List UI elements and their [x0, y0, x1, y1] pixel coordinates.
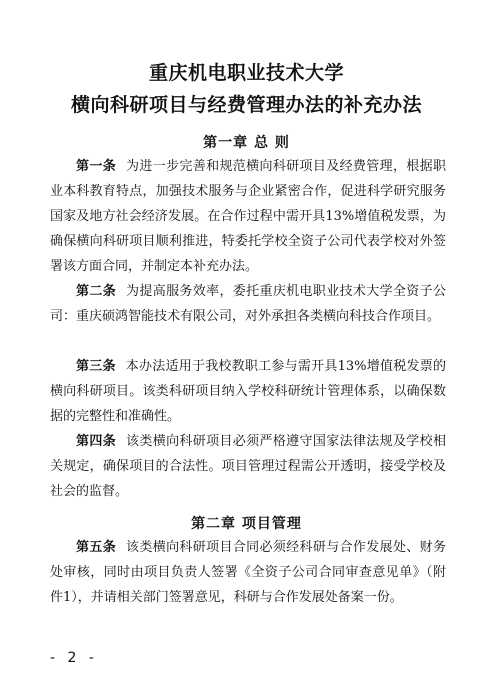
article-1 [50, 154, 446, 279]
article-3 [50, 354, 446, 429]
document-title-line2: 横向科研项目与经费管理办法的补充办法 [70, 94, 422, 116]
article-4-text: 该类横向科研项目必须严格遵守国家法律法规及学校相关规定，确保项目的合法性。项目管理过程需公开透明，接受学校及社会的监督。 [50, 434, 446, 499]
article-5-text: 该类横向科研项目合同必须经科研与合作发展处、财务处审核，同时由项目负责人签署《全资子公司合同审查意见单》（附件1），并请相关部门签署意见，科研与合作发展处备案一份。 [50, 540, 446, 605]
page-number: - 2 - [50, 650, 98, 666]
article-2-text: 为提高服务效率，委托重庆机电职业技术大学全资子公司：重庆硕鸿智能技术有限公司，对外承担各类横向科技合作项目。 [50, 284, 446, 324]
article-1-lead: 第一条 [76, 159, 117, 174]
document-title-line1: 重庆机电职业技术大学 [148, 62, 344, 84]
article-5-lead: 第五条 [76, 540, 117, 555]
article-4 [50, 429, 446, 504]
article-3-text: 本办法适用于我校教职工参与需开具13%增值税发票的横向科研项目。该类科研项目纳入学校科研统计管理体系，以确保数据的完整性和准确性。 [50, 359, 446, 424]
article-2-lead: 第二条 [76, 284, 117, 299]
chapter-heading-2: 第二章 项目管理 [191, 516, 302, 532]
article-2 [50, 279, 446, 329]
article-5 [50, 535, 446, 610]
article-4-lead: 第四条 [76, 434, 117, 449]
chapter-heading-1: 第一章 总 则 [203, 135, 290, 151]
article-1-text: 为进一步完善和规范横向科研项目及经费管理，根据职业本科教育特点，加强技术服务与企业紧密合作，促进科学研究服务国家及地方社会经济发展。在合作过程中需开具13%增值税发票，为确保横向科研项目顺利推进，特委托学校全资子公司代表学校对外签署该方面合同，并制定本补充办法。 [50, 159, 446, 274]
article-3-lead: 第三条 [76, 359, 116, 374]
